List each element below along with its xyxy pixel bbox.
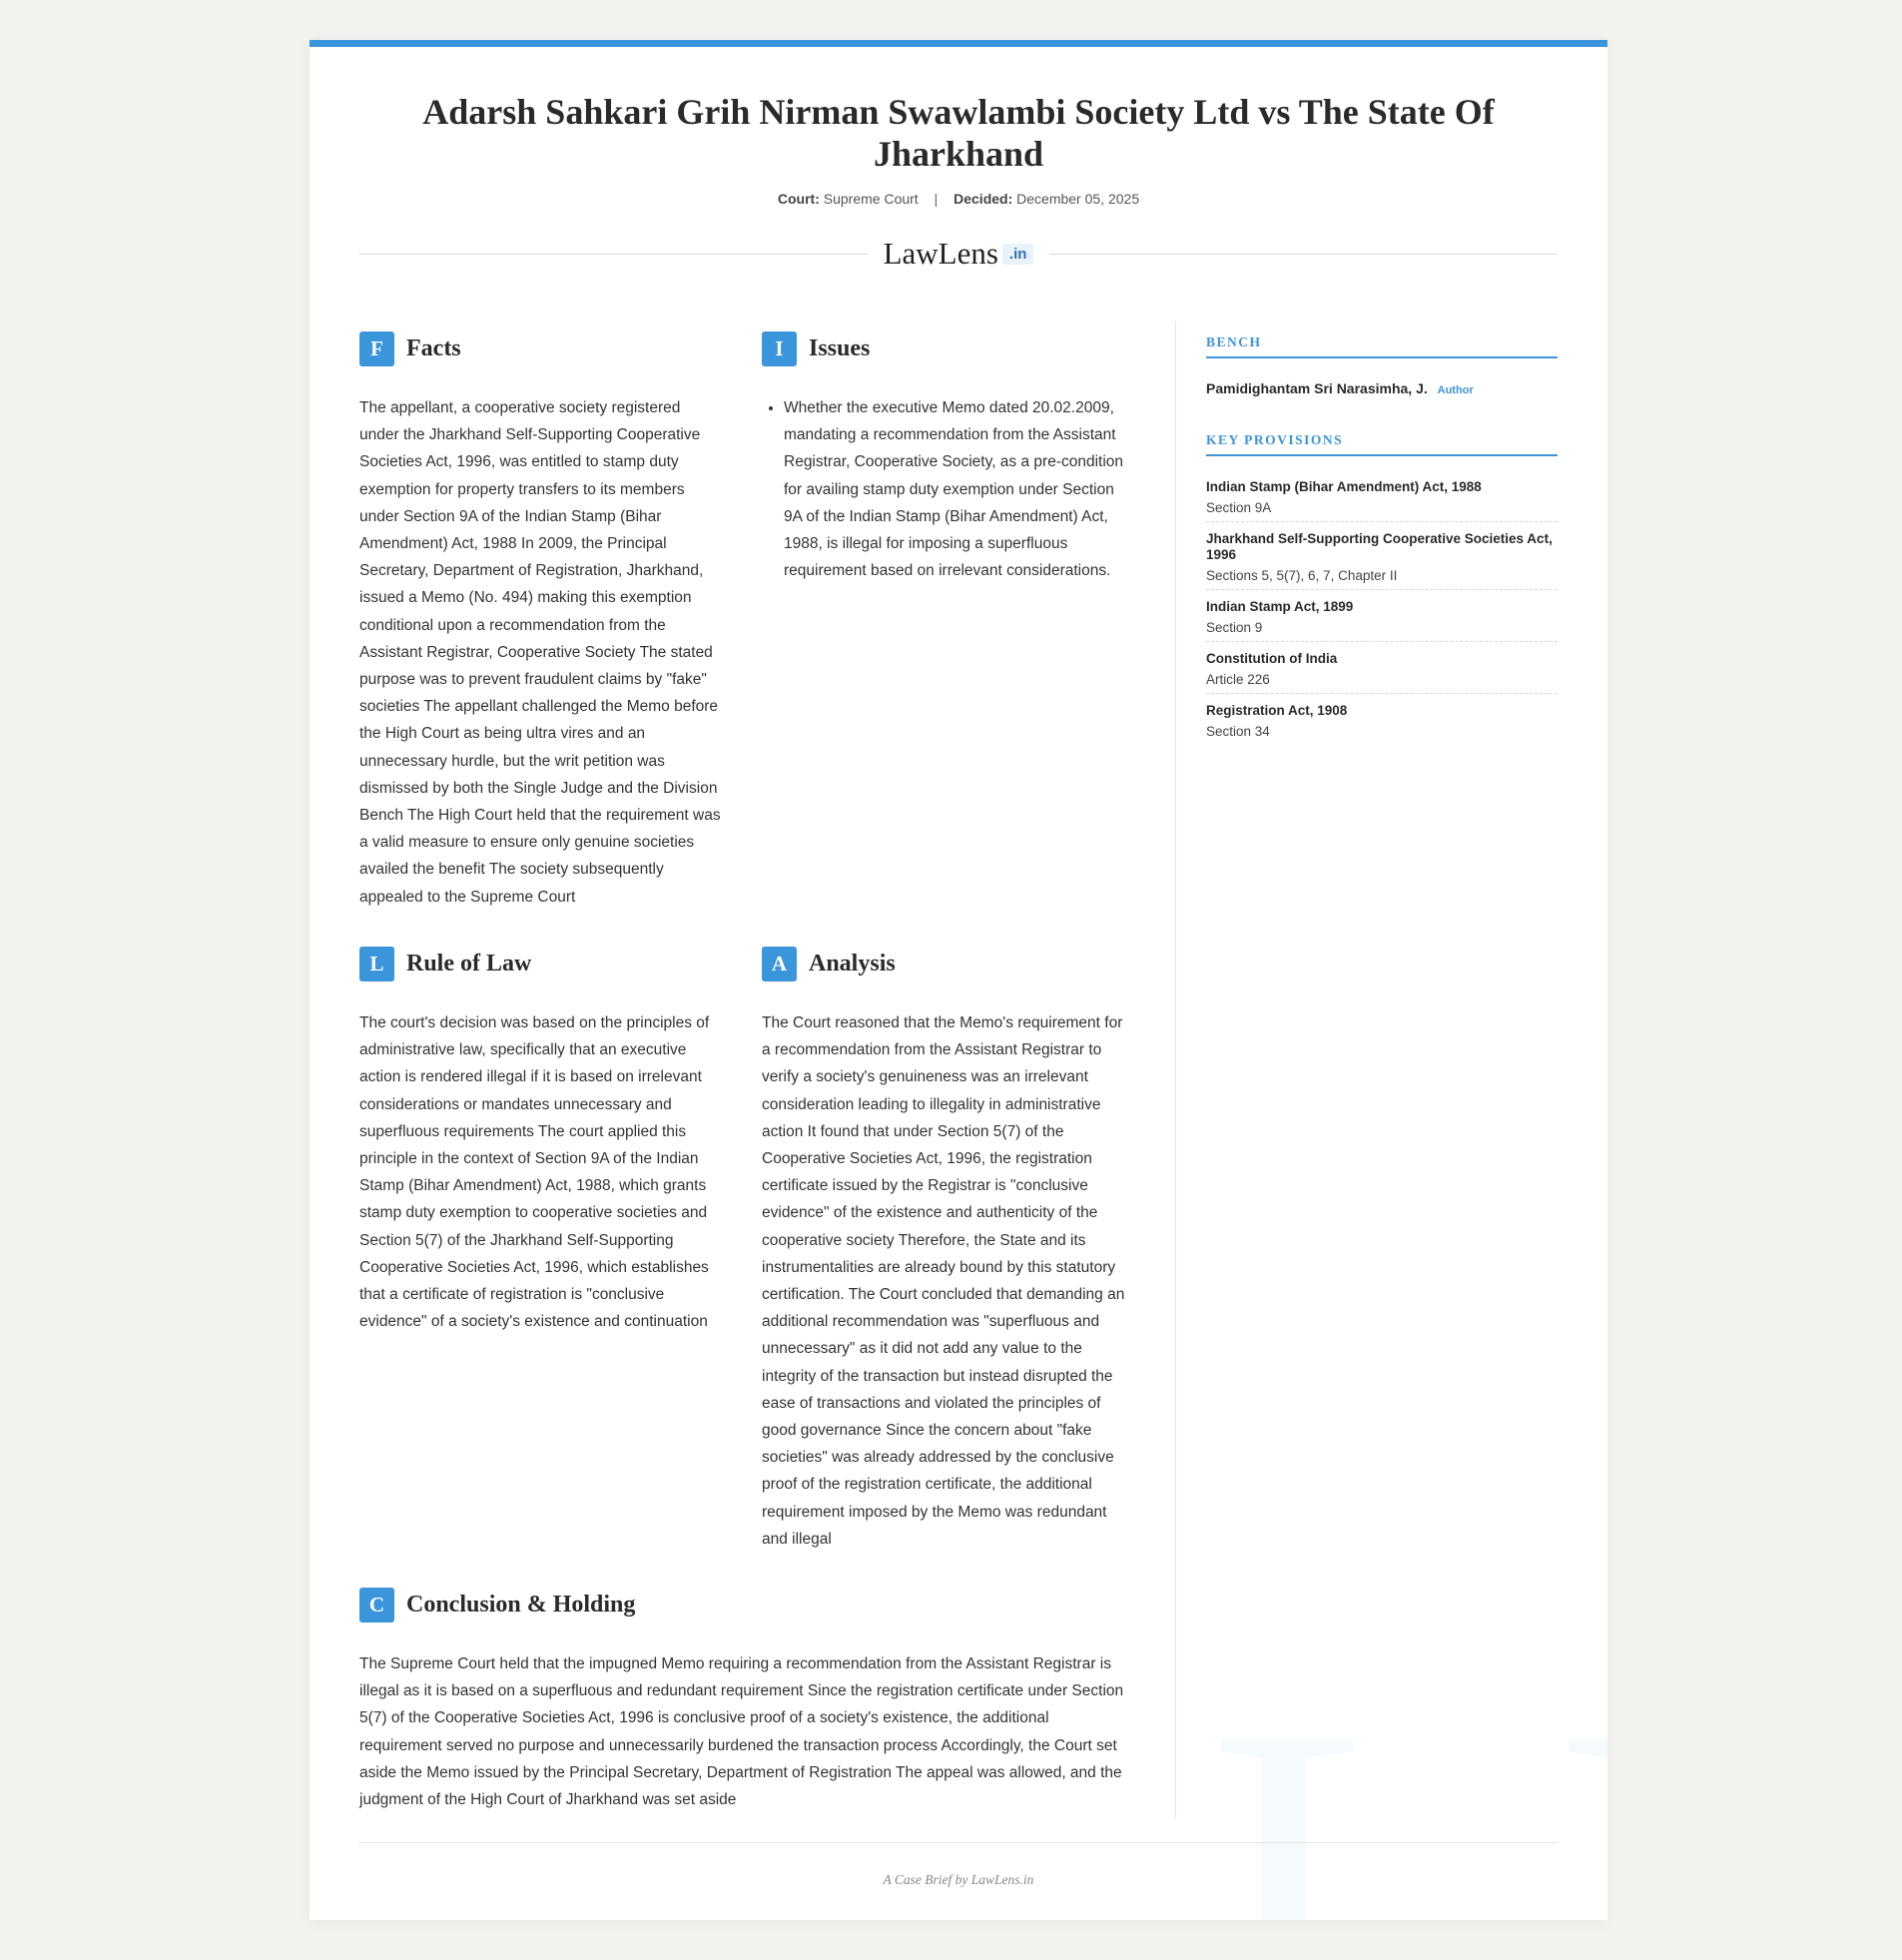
section-letter-badge: A — [762, 947, 797, 981]
section-title: Analysis — [809, 950, 896, 977]
case-brief-page — [310, 40, 1607, 1920]
provision-sections: Sections 5, 5(7), 6, 7, Chapter II — [1206, 568, 1398, 583]
provision-item — [1206, 470, 1558, 522]
issues-list — [762, 394, 1131, 584]
brand-rule-left — [359, 254, 868, 255]
section-header — [762, 330, 1131, 366]
section-analysis — [762, 946, 1131, 1553]
section-body: The court's decision was based on the principles of administrative law, specifically that an executive action is rendered illegal if it is based on irrelevant considerations or mandates unnecessary and superfluous requirements The court applied this principle in the context of Section 9A of the Indian Stamp (Bihar Amendment) Act, 1988, which grants stamp duty exemption to cooperative societies and Section 5(7) of the Jharkhand Self-Supporting Cooperative Societies Act, 1996, which establishes that a certificate of registration is "conclusive evidence" of a society's existence and continuation — [359, 1014, 710, 1331]
section-letter-badge: L — [359, 947, 394, 981]
section-body: The appellant, a cooperative society registered under the Jharkhand Self-Supporting Cooperative Societies Act, 1996, was entitled to stamp duty exemption for property transfers to its members under Section 9A of the Indian Stamp (Bihar Amendment) Act, 1988 In 2009, the Principal Secretary, Department of Registration, Jharkhand, issued a Memo (No. 494) making this exemption conditional upon a recommendation from the Assistant Registrar, Cooperative Society The stated purpose was to prevent fraudulent claims by "fake" societies The appellant challenged the Memo before the High Court as being ultra vires and an unnecessary hurdle, but the writ petition was dismissed by both the Single Judge and the Division Bench The High Court held that the requirement was a valid measure to ensure only genuine societies availed the benefit The society subsequently appealed to the Supreme Court — [359, 399, 721, 906]
provisions-heading: KEY PROVISIONS — [1206, 432, 1558, 456]
section-letter-badge: F — [359, 331, 394, 366]
provision-act: Indian Stamp (Bihar Amendment) Act, 1988 — [1206, 479, 1482, 494]
section-body: The Supreme Court held that the impugned Memo requiring a recommendation from the Assistant Registrar is illegal as it is based on a superfluous and redundant requirement Since the registration certificate under Section 5(7) of the Cooperative Societies Act, 1996 is conclusive proof of a society's existence, the additional requirement served no purpose and unnecessarily burdened the transaction process Accordingly, the Court set aside the Memo issued by the Principal Secretary, Department of Registration The appeal was allowed, and the judgment of the High Court of Jharkhand was set aside — [359, 1655, 1124, 1809]
brand-badge: .in — [1002, 244, 1034, 265]
provision-act: Jharkhand Self-Supporting Cooperative Societies Act, 1996 — [1206, 531, 1553, 562]
provision-act: Registration Act, 1908 — [1206, 703, 1348, 718]
section-conclusion — [359, 1587, 1133, 1813]
provision-item — [1206, 590, 1558, 642]
column-divider — [1175, 322, 1176, 1819]
decided-value: December 05, 2025 — [1016, 191, 1140, 207]
section-facts — [359, 330, 724, 911]
section-issues — [762, 330, 1131, 584]
provision-item — [1206, 642, 1558, 694]
case-meta — [359, 191, 1558, 207]
section-title: Facts — [406, 334, 461, 361]
brand-row — [359, 234, 1558, 274]
section-header — [359, 330, 724, 366]
court-label: Court: — [777, 191, 820, 207]
provision-item — [1206, 694, 1558, 745]
section-letter-badge: C — [359, 1588, 394, 1623]
sidebar — [1206, 334, 1558, 745]
judge-name: Pamidighantam Sri Narasimha, J. — [1206, 380, 1428, 396]
brief-header — [359, 91, 1558, 207]
list-item: • Whether the executive Memo dated 20.02.2009, mandating a recommendation from the Assistant Registrar, Cooperative Society, as a pre-condition for availing stamp duty exemption under Section 9A of the Indian Stamp (Bihar Amendment) Act, 1988, is illegal for imposing a superfluous requirement based on irrelevant considerations. — [784, 394, 1131, 584]
section-header — [359, 946, 724, 981]
section-header — [359, 1587, 1133, 1623]
footer-credit: A Case Brief by LawLens.in — [883, 1872, 1034, 1887]
provision-act: Constitution of India — [1206, 651, 1338, 666]
provision-item — [1206, 522, 1558, 590]
provisions-list — [1206, 470, 1558, 745]
provision-sections: Article 226 — [1206, 672, 1270, 687]
page-title: Adarsh Sahkari Grih Nirman Swawlambi Society Ltd vs The State Of Jharkhand — [422, 92, 1495, 174]
footer-divider — [359, 1842, 1558, 1843]
brand-name: LawLens — [883, 236, 998, 271]
section-rule-of-law — [359, 946, 724, 1335]
section-title: Rule of Law — [406, 950, 532, 977]
section-body: The Court reasoned that the Memo's requirement for a recommendation from the Assistant Registrar to verify a society's genuineness was an irrelevant consideration leading to illegality in administrative action It found that under Section 5(7) of the Cooperative Societies Act, 1996, the registration certificate issued by the Registrar is "conclusive evidence" of the existence and authenticity of the cooperative society Therefore, the State and its instrumentalities are already bound by this statutory certification. The Court concluded that demanding an additional recommendation was "superfluous and unnecessary" as it did not add any value to the integrity of the transaction but instead disrupted the ease of transactions and violated the principles of good governance Since the concern about "fake societies" was already addressed by the conclusive proof of the registration certificate, the additional requirement imposed by the Memo was redundant and illegal — [762, 1014, 1125, 1548]
bench-heading: BENCH — [1206, 334, 1558, 358]
section-title: Issues — [809, 334, 871, 361]
provision-sections: Section 9 — [1206, 620, 1263, 635]
brand-logo — [868, 236, 1050, 272]
court-value: Supreme Court — [823, 191, 919, 207]
provision-sections: Section 9A — [1206, 500, 1272, 515]
section-letter-badge: I — [762, 331, 797, 366]
brand-rule-right — [1049, 254, 1558, 255]
bench-member — [1206, 380, 1558, 396]
meta-separator: | — [934, 191, 939, 207]
section-body — [762, 394, 1131, 584]
author-badge: Author — [1437, 384, 1474, 396]
provision-act: Indian Stamp Act, 1899 — [1206, 599, 1354, 614]
section-header — [762, 946, 1131, 981]
decided-label: Decided: — [953, 191, 1013, 207]
provision-sections: Section 34 — [1206, 724, 1270, 739]
section-title: Conclusion & Holding — [406, 1591, 636, 1618]
